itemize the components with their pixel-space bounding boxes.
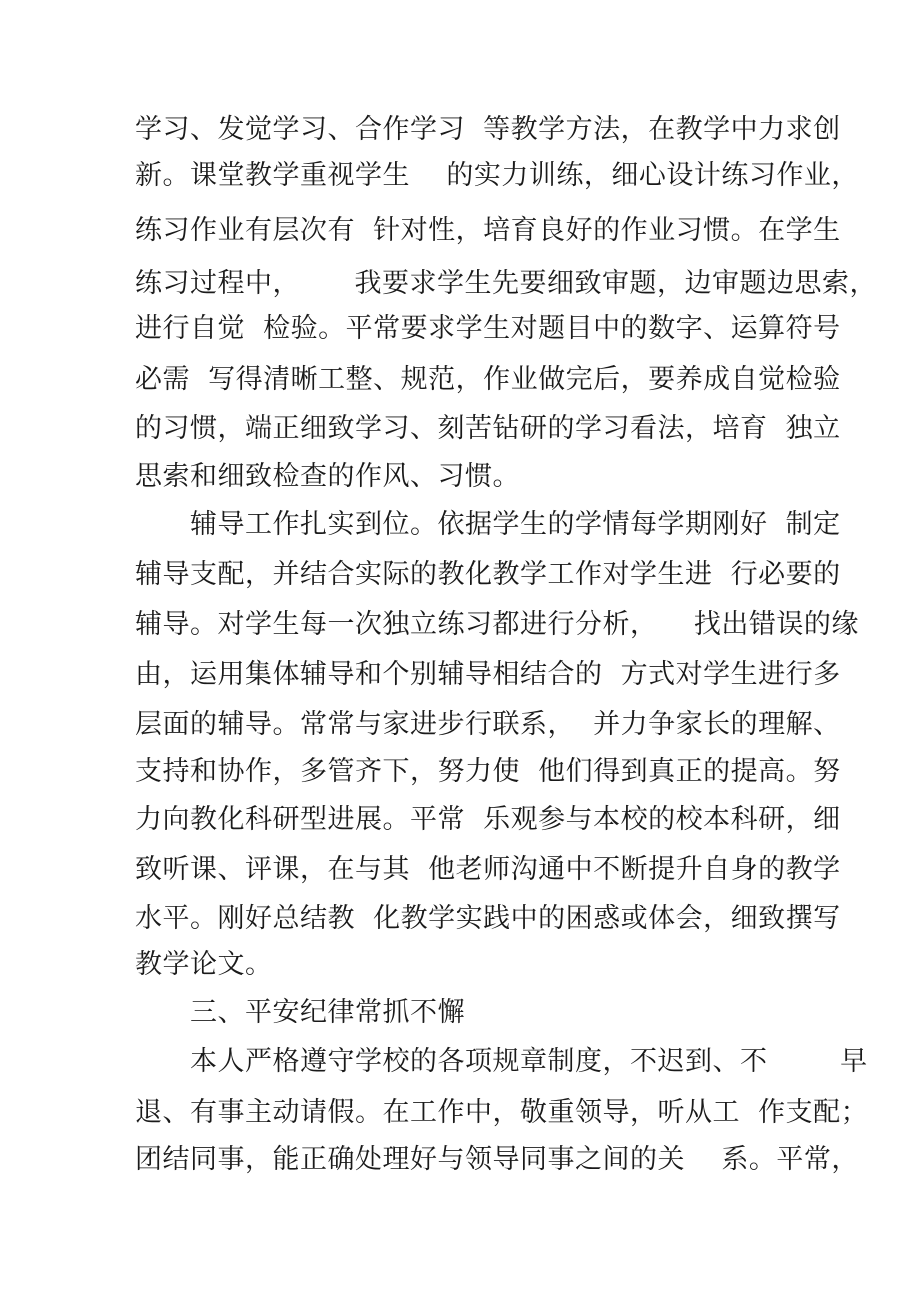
text-line: 新。课堂教学重视学生 的实力训练，细心设计练习作业， <box>135 160 859 191</box>
paragraph-start-line: 辅导工作扎实到位。依据学生的学情每学期刚好 制定 <box>190 509 841 540</box>
text-line: 思索和细致检查的作风、习惯。 <box>135 461 520 492</box>
text-line: 辅导支配，并结合实际的教化教学工作对学生进 行必要的 <box>135 559 841 590</box>
text-line: 辅导。对学生每一次独立练习都进行分析， 找出错误的缘 <box>135 609 859 640</box>
text-line: 进行自觉 检验。平常要求学生对题目中的数字、运算符号 <box>135 313 841 344</box>
text-line: 力向教化科研型进展。平常 乐观参与本校的校本科研，细 <box>135 804 841 835</box>
text-line: 水平。刚好总结教 化教学实践中的困惑或体会，细致撰写 <box>135 903 841 934</box>
text-line: 致听课、评课，在与其 他老师沟通中不断提升自身的教学 <box>135 854 841 885</box>
text-line: 支持和协作，多管齐下，努力使 他们得到真正的提高。努 <box>135 756 841 787</box>
text-line: 练习作业有层次有 针对性，培育良好的作业习惯。在学生 <box>135 215 841 246</box>
text-line: 练习过程中， 我要求学生先要细致审题，边审题边思索， <box>135 268 877 299</box>
paragraph-start-line: 本人严格遵守学校的各项规章制度，不迟到、不 早 <box>190 1046 868 1077</box>
text-line: 退、有事主动请假。在工作中，敬重领导，听从工 作支配； <box>135 1097 869 1128</box>
text-line: 层面的辅导。常常与家进步行联系， 并力争家长的理解、 <box>135 709 841 740</box>
text-line: 学习、发觉学习、合作学习 等教学方法，在教学中力求创 <box>135 114 841 145</box>
text-line: 必需 写得清晰工整、规范，作业做完后，要养成自觉检验 <box>135 364 841 395</box>
text-line: 教学论文。 <box>135 949 273 980</box>
section-heading: 三、平安纪律常抓不懈 <box>190 997 465 1028</box>
text-line: 的习惯，端正细致学习、刻苦钻研的学习看法，培育 独立 <box>135 413 841 444</box>
text-line: 团结同事，能正确处理好与领导同事之间的关 系。平常， <box>135 1144 859 1175</box>
text-line: 由，运用集体辅导和个别辅导相结合的 方式对学生进行多 <box>135 659 841 690</box>
